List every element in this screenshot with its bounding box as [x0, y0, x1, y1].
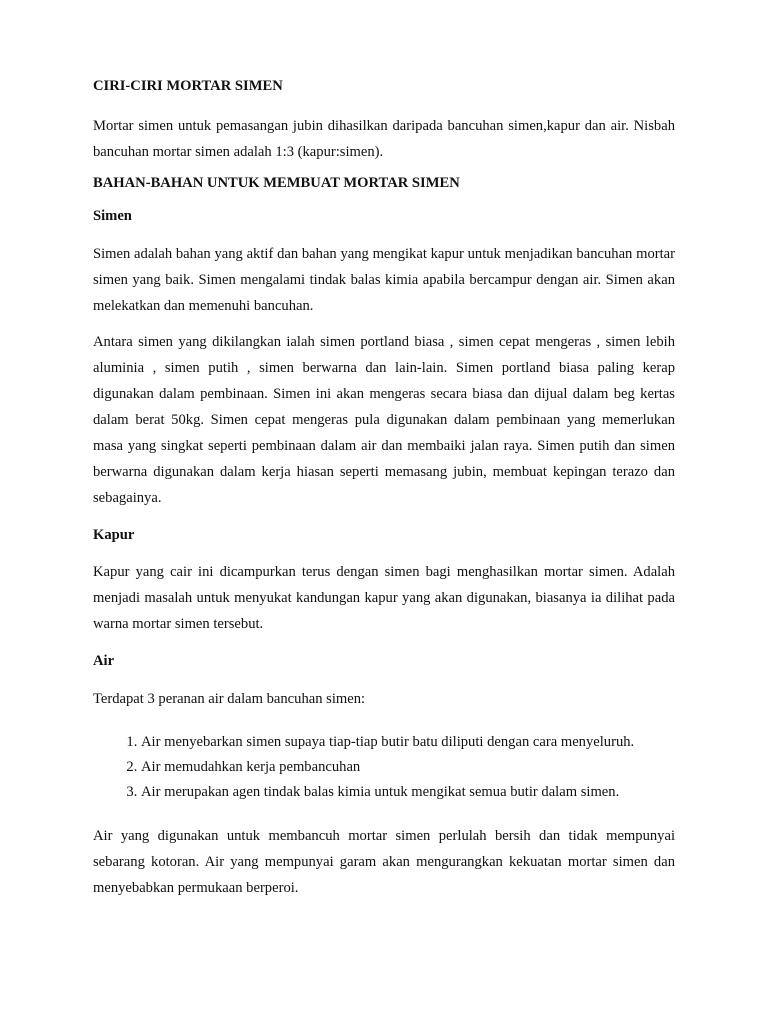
document-title: CIRI-CIRI MORTAR SIMEN: [93, 78, 283, 94]
air-intro: Terdapat 3 peranan air dalam bancuhan simen:: [93, 690, 366, 707]
kapur-paragraph: Kapur yang cair ini dicampurkan terus dengan simen bagi menghasilkan mortar simen. Adalah menjadi masalah untuk menyukat kandungan kapur yang akan digunakan, biasanya ia dilihat pada warna mortar simen tersebut.: [93, 564, 675, 632]
list-item: 3. Air merupakan agen tindak balas kimia untuk mengikat semua butir dalam simen.: [141, 780, 675, 805]
air-closing-paragraph: Air yang digunakan untuk membancuh mortar simen perlulah bersih dan tidak mempunyai sebarang kotoran. Air yang mempunyai garam akan mengurangkan kekuatan mortar simen dan menyebabkan permukaan berperoi.: [93, 827, 675, 896]
kapur-heading: Kapur: [93, 526, 135, 543]
list-item: 1. Air menyebarkan simen supaya tiap-tiap butir batu diliputi dengan cara menyeluruh.: [141, 730, 675, 755]
intro-paragraph: Mortar simen untuk pemasangan jubin dihasilkan daripada bancuhan simen,kapur dan air. Nisbah bancuhan mortar simen adalah 1:3 (kapur:simen).: [93, 117, 675, 160]
list-item: 2. Air memudahkan kerja pembancuhan: [141, 755, 675, 780]
simen-paragraph-1: Simen adalah bahan yang aktif dan bahan yang mengikat kapur untuk menjadikan bancuhan mortar simen yang baik. Simen mengalami tindak balas kimia apabila bercampur dengan air. Simen akan melekatkan dan memenuhi bancuhan.: [93, 245, 675, 314]
air-heading: Air: [93, 653, 115, 669]
simen-heading: Simen: [93, 208, 132, 224]
document-page: [93, 78, 675, 901]
air-roles-list: [93, 730, 675, 805]
simen-paragraph-2: Antara simen yang dikilangkan ialah simen portland biasa , simen cepat mengeras , simen lebih aluminia , simen putih , simen berwarna dan lain-lain. Simen portland biasa paling kerap digunakan dalam pembinaan. Simen ini akan mengeras secara biasa dan dijual dalam beg kertas dalam berat 50kg. Simen cepat mengeras pula digunakan dalam pembinaan yang memerlukan masa yang singkat seperti pembinaan dalam air dan membaiki jalan raya. Simen putih dan simen berwarna digunakan dalam kerja hiasan seperti memasang jubin, membuat kepingan terazo dan sebagainya.: [93, 333, 675, 506]
materials-heading: BAHAN-BAHAN UNTUK MEMBUAT MORTAR SIMEN: [93, 174, 460, 191]
